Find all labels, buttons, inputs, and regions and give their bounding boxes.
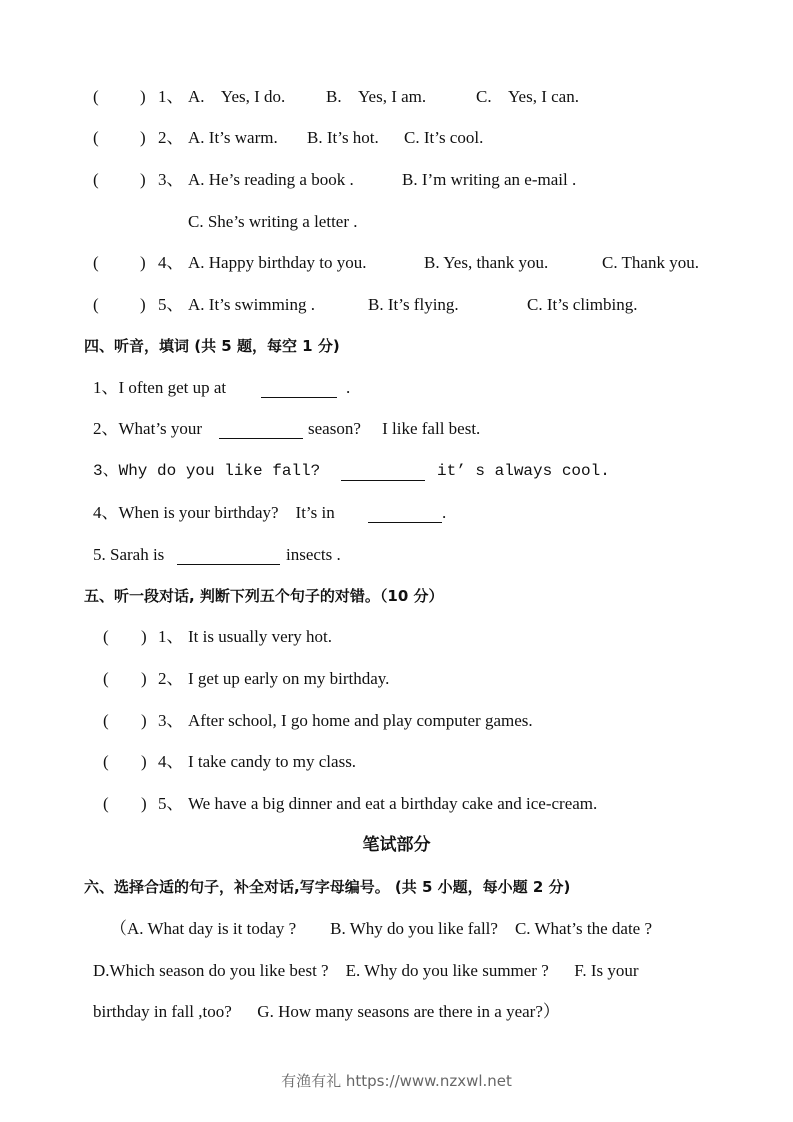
item-prefix: 2、What’s your <box>93 419 203 438</box>
item-text: We have a big dinner and eat a birthday cake and ice-cream. <box>188 794 598 813</box>
question-number: 1、 <box>158 87 184 106</box>
item-number: 2、 <box>158 669 184 688</box>
written-part-title: 笔试部分 <box>362 835 431 855</box>
item-prefix: 4、When is your birthday? It’s in <box>93 503 335 522</box>
question-number: 4、 <box>158 253 184 272</box>
answer-paren-open: ( <box>93 128 99 147</box>
question-number: 5、 <box>158 295 184 314</box>
option-a: A. Happy birthday to you. <box>188 253 367 272</box>
item-number: 4、 <box>158 752 184 771</box>
item-number: 3、 <box>158 711 184 730</box>
item-suffix: insects . <box>286 545 341 564</box>
option-b: B. I’m writing an e-mail . <box>402 170 577 189</box>
section6-heading: 六、选择合适的句子，补全对话,写字母编号。 (共 5 小题，每小题 2 分) <box>84 878 571 896</box>
item-suffix: season? I like fall best. <box>308 419 481 438</box>
option-c: C. She’s writing a letter . <box>188 212 358 231</box>
answer-paren-close: ) <box>141 752 147 771</box>
answer-paren-close: ) <box>141 627 147 646</box>
answer-paren-open: ( <box>93 253 99 272</box>
fill-blank[interactable] <box>261 381 337 398</box>
item-text: I take candy to my class. <box>188 752 357 771</box>
section6-options-line-1: （A. What day is it today ? B. Why do you like fall? C. What’s the date ? <box>110 919 653 938</box>
answer-paren-open: ( <box>93 295 99 314</box>
item-number: 1、 <box>158 627 184 646</box>
fill-blank[interactable] <box>341 464 425 481</box>
fill-blank[interactable] <box>219 422 303 439</box>
answer-paren-close: ) <box>140 87 146 106</box>
option-a: A. He’s reading a book . <box>188 170 354 189</box>
answer-paren-open: ( <box>103 794 109 813</box>
section6-options-line-2: D.Which season do you like best ? E. Why do you like summer ? F. Is your <box>93 961 639 980</box>
answer-paren-close: ) <box>141 669 147 688</box>
answer-paren-close: ) <box>141 794 147 813</box>
answer-paren-open: ( <box>93 170 99 189</box>
footer-watermark: 有渔有礼 https://www.nzxwl.net <box>281 1072 512 1090</box>
item-prefix: 3、Why do you like fall? <box>93 462 321 480</box>
item-suffix: . <box>442 503 447 522</box>
answer-paren-open: ( <box>103 627 109 646</box>
section5-heading: 五、听一段对话, 判断下列五个句子的对错。（10 分） <box>84 587 444 605</box>
item-text: I get up early on my birthday. <box>188 669 390 688</box>
option-c: C. It’s climbing. <box>527 295 638 314</box>
option-b: B. Yes, thank you. <box>424 253 549 272</box>
fill-blank[interactable] <box>177 548 280 565</box>
item-text: After school, I go home and play computer games. <box>188 711 533 730</box>
answer-paren-open: ( <box>93 87 99 106</box>
item-suffix: it’ s always cool. <box>437 462 610 480</box>
item-prefix: 5. Sarah is <box>93 545 165 564</box>
option-a: A. Yes, I do. <box>188 87 286 106</box>
question-number: 3、 <box>158 170 184 189</box>
option-c: C. It’s cool. <box>404 128 484 147</box>
answer-paren-open: ( <box>103 669 109 688</box>
item-prefix: 1、I often get up at <box>93 378 227 397</box>
option-b: B. It’s hot. <box>307 128 379 147</box>
option-c: C. Thank you. <box>602 253 699 272</box>
answer-paren-close: ) <box>140 128 146 147</box>
question-number: 2、 <box>158 128 184 147</box>
answer-paren-close: ) <box>140 170 146 189</box>
answer-paren-close: ) <box>141 711 147 730</box>
option-a: A. It’s warm. <box>188 128 278 147</box>
section4-heading: 四、听音，填词 (共 5 题，每空 1 分) <box>84 337 340 355</box>
item-text: It is usually very hot. <box>188 627 333 646</box>
item-suffix: . <box>346 378 351 397</box>
answer-paren-close: ) <box>140 253 146 272</box>
fill-blank[interactable] <box>368 506 442 523</box>
item-number: 5、 <box>158 794 184 813</box>
section6-options-line-3: birthday in fall ,too? G. How many seasons are there in a year?） <box>93 1002 560 1021</box>
option-b: B. It’s flying. <box>368 295 459 314</box>
option-b: B. Yes, I am. <box>326 87 427 106</box>
answer-paren-open: ( <box>103 711 109 730</box>
answer-paren-open: ( <box>103 752 109 771</box>
option-a: A. It’s swimming . <box>188 295 316 314</box>
option-c: C. Yes, I can. <box>476 87 579 106</box>
answer-paren-close: ) <box>140 295 146 314</box>
